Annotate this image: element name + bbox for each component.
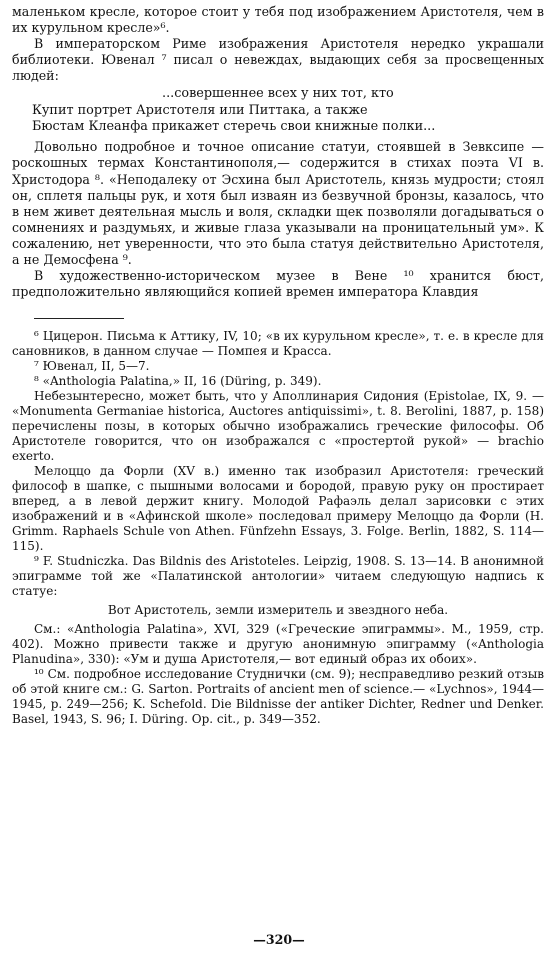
footnote-9: ⁹ F. Studniczka. Das Bildnis des Aristoteles. Leipzig, 1908. S. 13—14. В анонимной эпиграмме той же «Палатинской антологии» читаем следующую надпись к статуе: bbox=[12, 554, 544, 599]
verse-line: Бюстам Клеанфа прикажет стеречь свои книжные полки... bbox=[32, 119, 436, 135]
footnotes bbox=[12, 329, 544, 727]
paragraph-vienna-bust: В художественно-историческом музее в Вене ¹⁰ хранится бюст, предположительно являющийся копией времен императора Клавдия bbox=[12, 268, 544, 300]
paragraph-statue-description: Довольно подробное и точное описание статуи, стоявшей в Зевксипе — роскошных термах Константинополя,— содержится в стихах поэта VI в. Христодора ⁸. «Неподалеку от Эсхина был Аристотель, князь мудрости; стоял он, сплетя пальцы рук, и хотя был изваян из безвучной бронзы, казалось, что в нем живет деятельная мысль и воля, складки щек позволяли догадываться о сомнениях и раздумьях, и живые глаза указывали на проницательный ум». К сожалению, нет уверенности, что это была статуя действительно Аристотеля, а не Демосфена ⁹. bbox=[12, 139, 544, 268]
paragraph-continuation: маленьком кресле, которое стоит у тебя под изображением Аристотеля, чем в их курульном кресле»⁶. bbox=[12, 4, 544, 36]
footnote-10: ¹⁰ См. подробное исследование Студнички (см. 9); несправедливо резкий отзыв об этой книге см.: G. Sarton. Portraits of ancient men of science.— «Lychnos», 1944—1945, p. 249—256; K. Schefold. Die Bildnisse der antiker Dichter, Redner und Denker. Basel, 1943, S. 96; I. Düring. Op. cit., p. 349—352. bbox=[12, 667, 544, 727]
paragraph-rome-libraries: В императорском Риме изображения Аристотеля нередко украшали библиотеки. Ювенал ⁷ писал о невеждах, выдающих себя за просвещенных людей: bbox=[12, 36, 544, 84]
verse-line: ...совершеннее всех у них тот, кто bbox=[162, 86, 394, 102]
footnote-divider bbox=[34, 318, 124, 319]
footnote-9-verse: Вот Аристотель, земли измеритель и звездного неба. bbox=[107, 603, 449, 618]
verse-line: Купит портрет Аристотеля или Питтака, а также bbox=[32, 102, 368, 118]
footnote-6: ⁶ Цицерон. Письма к Аттику, IV, 10; «в их курульном кресле», т. е. в кресле для сановников, в данном случае — Помпея и Красса. bbox=[12, 329, 544, 359]
main-text bbox=[12, 4, 544, 300]
footnote-8-melozzo: Мелоццо да Форли (XV в.) именно так изобразил Аристотеля: греческий философ в шапке, с пышными волосами и бородой, правую руку он простирает вперед, а в левой держит книгу. Молодой Рафаэль делал зарисовки с этих изображений и в «Афинской школе» последовал примеру Мелоццо да Форли (H. Grimm. Raphaels Schule von Athen. Fünfzehn Essays, 3. Folge. Berlin, 1882, S. 114—115). bbox=[12, 464, 544, 554]
page-number: —320— bbox=[253, 932, 305, 947]
juvenal-quote bbox=[12, 86, 544, 135]
footnote-9-references: См.: «Anthologia Palatina», XVI, 329 («Греческие эпиграммы». М., 1959, стр. 402). Можно привести также и другую анонимную эпиграмму («Anthologia Planudina», 330): «Ум и душа Аристотеля,— вот единый образ их обоих». bbox=[12, 622, 544, 667]
footnote-8: ⁸ «Anthologia Palatina,» II, 16 (Düring, p. 349). bbox=[34, 374, 322, 389]
footnote-7: ⁷ Ювенал, II, 5—7. bbox=[34, 359, 150, 374]
footnote-8-sidonius: Небезынтересно, может быть, что у Аполлинария Сидония (Epistolae, IX, 9. — «Monumenta Germaniae historica, Auctores antiquissimi», t. 8. Berolini, 1887, p. 158) перечислены позы, в которых обычно изображались греческие философы. Об Аристотеле говорится, что он изображался с «простертой рукой» — brachio exerto. bbox=[12, 389, 544, 464]
